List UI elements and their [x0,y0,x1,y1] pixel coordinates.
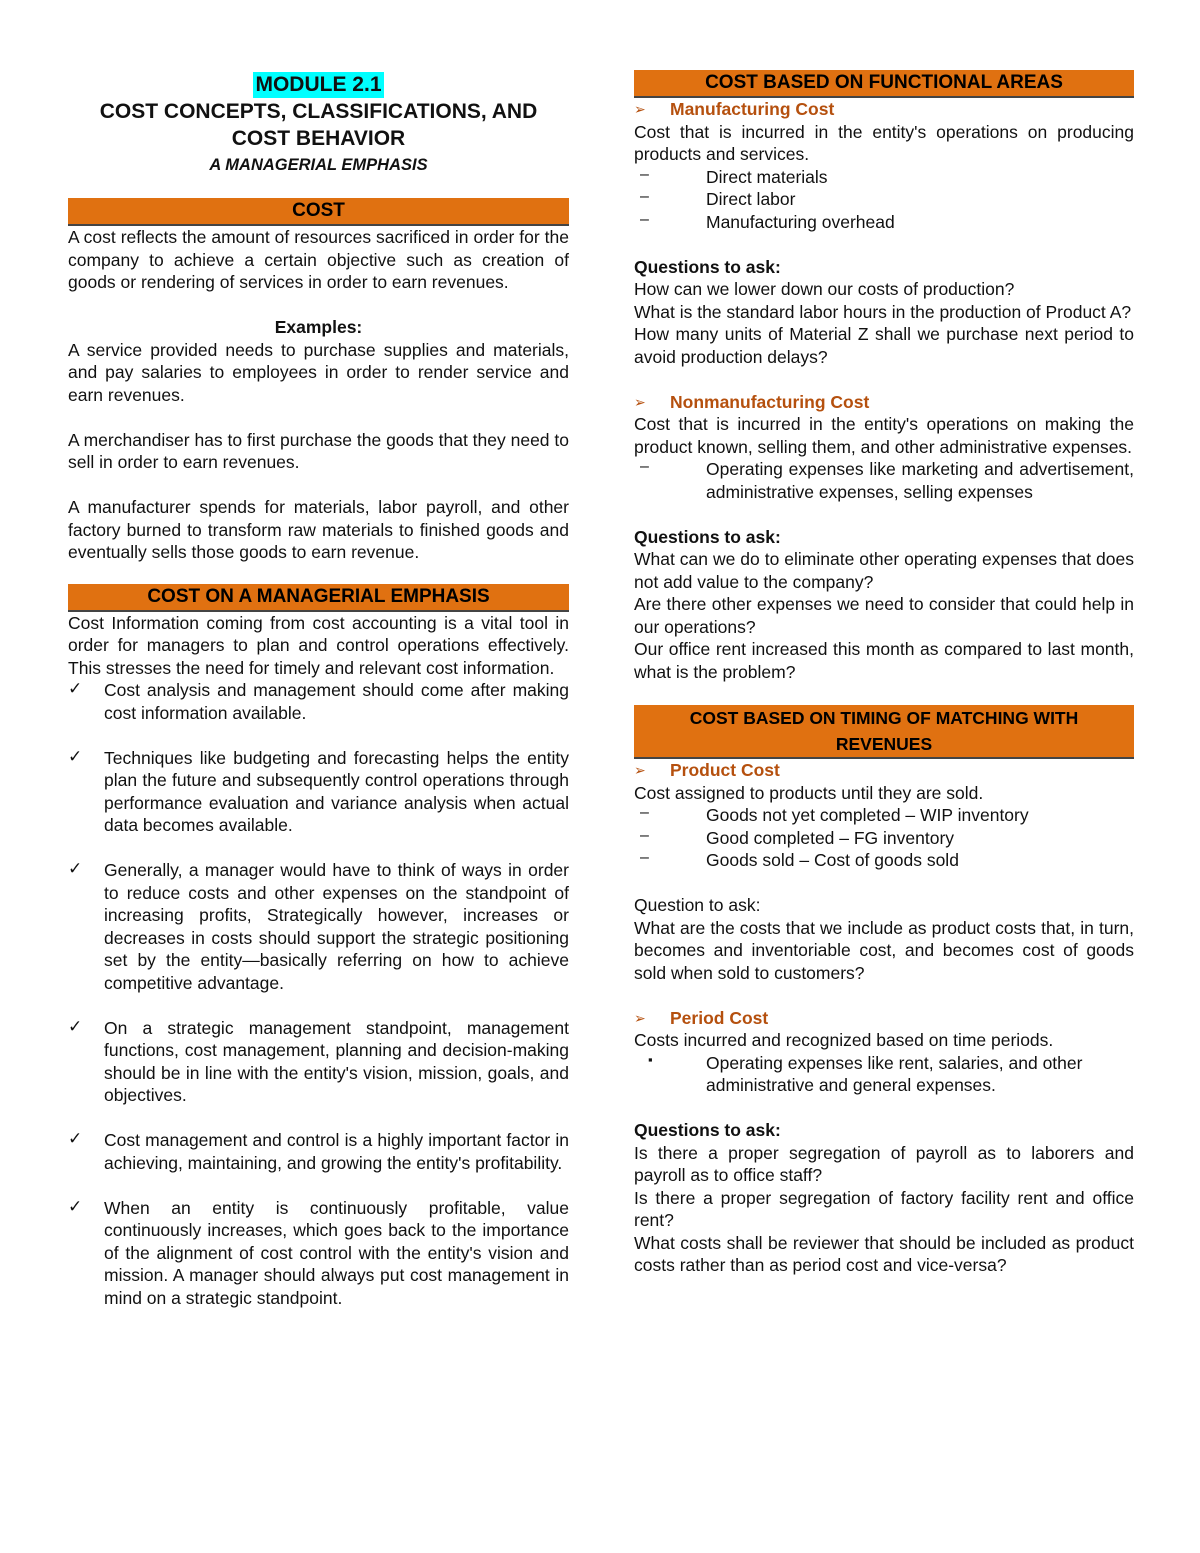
title-line-1: COST CONCEPTS, CLASSIFICATIONS, AND [99,100,538,123]
subheading-period-cost [634,1007,1134,1030]
check-item [68,1017,569,1107]
cost-definition: A cost reflects the amount of resources sacrificed in order for the company to achieve a certain objective such as creation of goods or rendering of services in order to earn revenues. [68,227,569,292]
list-item [634,827,1134,850]
example-1: A service provided needs to purchase supplies and materials, and pay salaries to employees in order to render service and earn revenues. [68,339,569,405]
list-item [634,188,1134,211]
check-item [68,1197,569,1310]
list-item [634,1052,1134,1097]
subheading-text: Manufacturing Cost [670,99,835,119]
check-text: On a strategic management standpoint, management functions, cost management, planning and decision-making should be in line with the entity's vision, mission, goals, and objectives. [104,1017,569,1105]
arrow-bullet-icon: ➢ [634,1009,646,1026]
subheading-nonmanufacturing [634,391,1134,414]
title-block [68,72,569,178]
timing-heading-line-1: COST BASED ON TIMING OF MATCHING WITH [689,708,1079,728]
list-item-text: Good completed – FG inventory [706,827,955,848]
manufacturing-desc: Cost that is incurred in the entity's operations on producing products and services. [634,121,1134,164]
list-item [634,804,1134,827]
dash-bullet: – [640,188,649,205]
list-item-text: Operating expenses like rent, salaries, and other administrative and general expenses. [706,1052,1083,1095]
dash-bullet: – [640,458,649,475]
right-column [634,70,1134,1277]
checkmark-icon: ✓ [68,1129,83,1148]
list-item [634,849,1134,872]
section-header-functional: COST BASED ON FUNCTIONAL AREAS [634,70,1134,98]
checkmark-icon: ✓ [68,679,83,698]
subheading-text: Product Cost [670,760,780,780]
module-label: MODULE 2.1 [255,73,382,96]
timing-heading-line-2: REVENUES [835,734,933,754]
product-cost-desc: Cost assigned to products until they are sold. [634,782,984,803]
questions-label: Questions to ask: [634,256,781,277]
arrow-bullet-icon: ➢ [634,393,646,410]
check-item [68,859,569,994]
list-item [634,458,1134,503]
subheading-text: Nonmanufacturing Cost [670,391,870,412]
question-label: Question to ask: [634,895,761,915]
dash-bullet: – [640,804,649,821]
list-item [634,166,1134,189]
question: Our office rent increased this month as compared to last month, what is the problem? [634,639,1134,682]
subtitle: A MANAGERIAL EMPHASIS [209,156,428,174]
example-2: A merchandiser has to first purchase the goods that they need to sell in order to earn revenues. [68,429,569,472]
checkmark-icon: ✓ [68,746,83,766]
checkmark-icon: ✓ [68,859,83,878]
list-item-text: Direct labor [706,189,796,209]
questions-label: Questions to ask: [634,526,781,547]
checkmark-icon: ✓ [68,1196,83,1216]
subheading-text: Period Cost [670,1007,769,1028]
section-header-cost: COST [68,198,569,226]
question: What is the standard labor hours in the production of Product A? [634,301,1132,322]
nonmanufacturing-desc: Cost that is incurred in the entity's operations on making the product known, selling them, and other administrative expenses. [634,414,1134,457]
period-cost-desc: Costs incurred and recognized based on time periods. [634,1030,1054,1050]
check-text: Cost analysis and management should come after making cost information available. [104,680,569,723]
managerial-intro: Cost Information coming from cost accounting is a vital tool in order for managers to plan and control operations effectively. This stresses the need for timely and relevant cost information. [68,612,569,678]
question: How can we lower down our costs of production? [634,279,1015,299]
question: How many units of Material Z shall we purchase next period to avoid production delays? [634,324,1134,367]
question: Are there other expenses we need to consider that could help in our operations? [634,594,1134,637]
dash-bullet: – [640,849,649,866]
check-text: Techniques like budgeting and forecasting helps the entity plan the future and subsequently control operations through performance evaluation and variance analysis when actual data becomes available. [104,747,569,835]
section-header-timing [634,705,1134,759]
list-item [634,211,1134,234]
title-line-2: COST BEHAVIOR [231,127,406,150]
dash-bullet: – [640,826,649,844]
dash-bullet: – [640,210,649,228]
question: What can we do to eliminate other operating expenses that does not add value to the company? [634,549,1134,592]
check-text: Generally, a manager would have to think of ways in order to reduce costs and other expenses on the standpoint of increasing profits, Strategically however, increases or decreases in costs should support the strategic positioning set by the entity—basically referring on how to achieve competitive advantage. [104,860,569,993]
question: What costs shall be reviewer that should be included as product costs rather than as period cost and vice-versa? [634,1232,1134,1275]
question: Is there a proper segregation of payroll as to laborers and payroll as to office staff? [634,1142,1134,1185]
checkmark-icon: ✓ [68,1016,83,1036]
example-3: A manufacturer spends for materials, labor payroll, and other factory burned to transform raw materials to finished goods and eventually sells those goods to earn revenue. [68,497,569,562]
check-text: Cost management and control is a highly important factor in achieving, maintaining, and growing the entity's profitability. [104,1130,569,1173]
check-item [68,1129,569,1174]
list-item-text: Goods not yet completed – WIP inventory [706,805,1029,825]
list-item-text: Manufacturing overhead [706,211,895,232]
square-bullet: ▪ [648,1051,653,1067]
list-item-text: Operating expenses like marketing and advertisement, administrative expenses, selling expenses [706,459,1134,502]
dash-bullet: – [640,165,649,183]
subheading-product-cost [634,759,1134,782]
list-item-text: Goods sold – Cost of goods sold [706,850,959,870]
check-item [68,747,569,837]
list-item-text: Direct materials [706,166,828,187]
check-text: When an entity is continuously profitable, value continuously increases, which goes back to the importance of the alignment of cost control with the entity's vision and mission. A manager should always put cost management in mind on a strategic standpoint. [104,1197,569,1308]
arrow-bullet-icon: ➢ [634,101,646,117]
questions-label: Questions to ask: [634,1120,781,1140]
check-item [68,679,569,724]
examples-label: Examples: [274,317,363,337]
section-header-managerial: COST ON A MANAGERIAL EMPHASIS [68,584,569,612]
question: What are the costs that we include as product costs that, in turn, becomes and inventoriable cost, and becomes cost of goods sold when sold to customers? [634,917,1134,983]
subheading-manufacturing [634,98,1134,121]
left-column [68,70,569,1309]
arrow-bullet-icon: ➢ [634,762,646,778]
question: Is there a proper segregation of factory facility rent and office rent? [634,1187,1134,1230]
